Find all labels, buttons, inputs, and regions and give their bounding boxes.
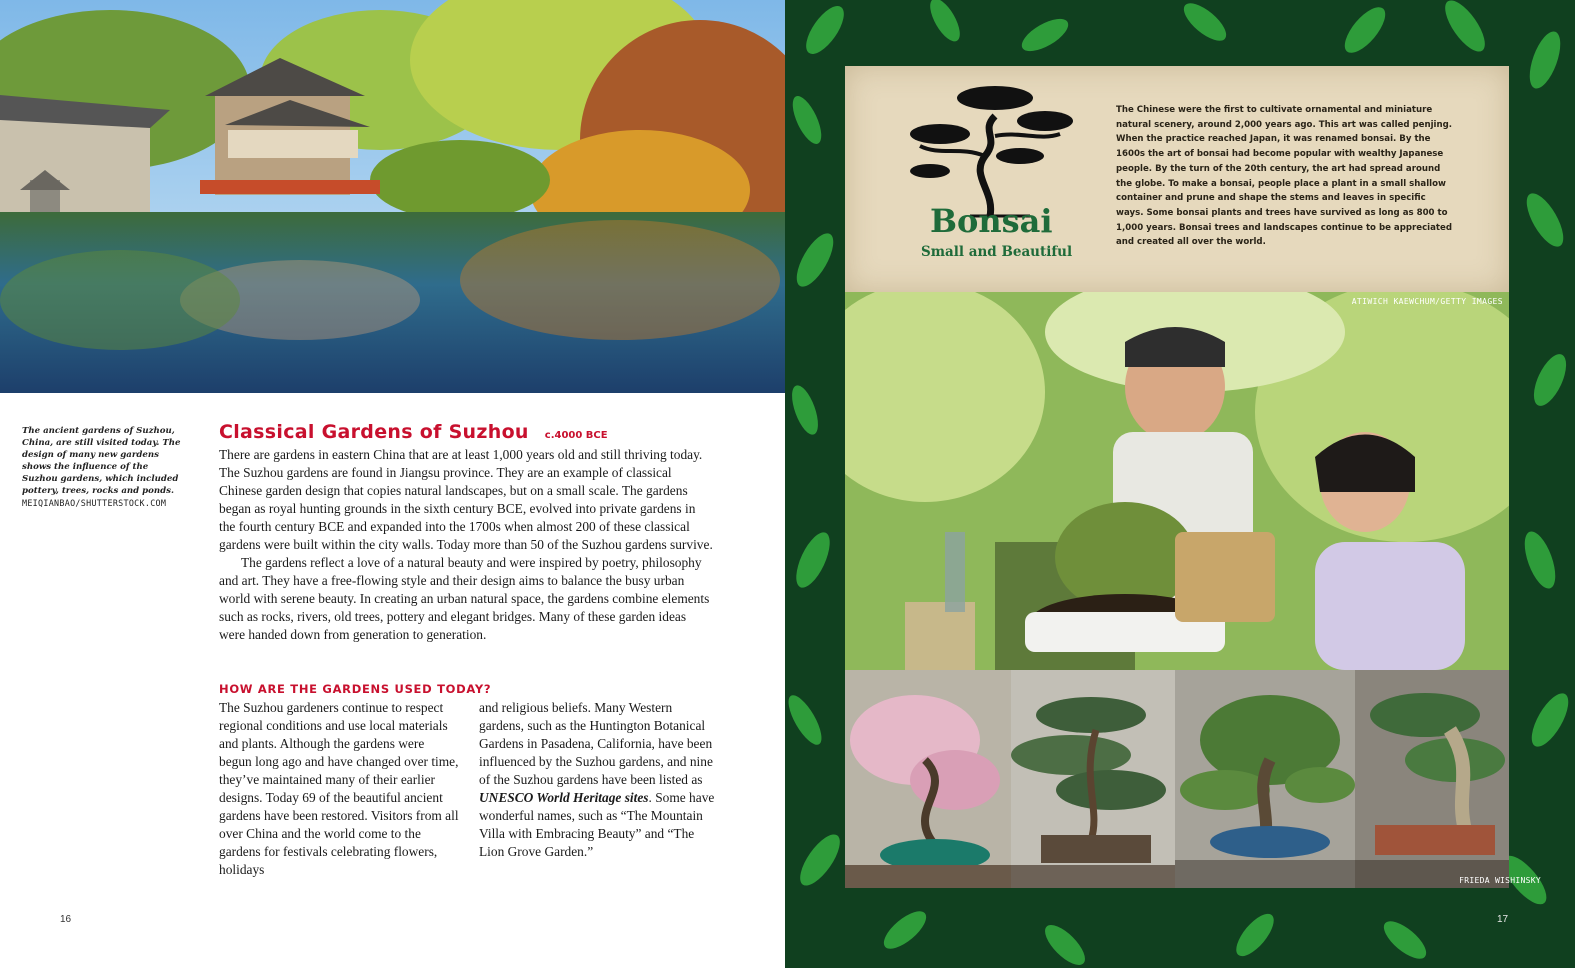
caption-text: The ancient gardens of Suzhou, China, are still visited today. The design of many new gardens shows the influence of the Suzhou gardens, which included pottery, trees, rocks and ponds. (22, 426, 181, 496)
bonsai-photo-juniper (1011, 670, 1175, 888)
column-1-text: The Suzhou gardeners continue to respect regional conditions and use local materials and plants. Although the gardens were begun long ago and have changed over time, they’ve maintained many of their earlier designs. Today 69 of the beautiful ancient gardens have been restored. Visitors from all over China and the world come to the gardens for festivals celebrating flowers, holidays (219, 700, 459, 877)
photo-caption (22, 425, 182, 509)
page-number-right: 17 (1497, 914, 1509, 925)
right-page (785, 0, 1575, 968)
bonsai-family-photo (845, 292, 1509, 670)
bonsai-description: The Chinese were the first to cultivate ornamental and miniature natural scenery, around 2,000 years ago. This art was called penjing. When the practice reached Japan, it was renamed bonsai. By the 1600s the art of bonsai had become popular with wealthy Japanese people. By the turn of the 20th century, the art had spread around the globe. To make a bonsai, people place a plant in a small shallow container and prune and shape the stems and leaves in specific ways. Some bonsai plants and trees have survived as long as 800 to 1,000 years. Bonsai trees and landscapes continue to be appreciated and created all over the world. (1116, 105, 1453, 248)
column-2-text-a: and religious beliefs. Many Western gardens, such as the Huntington Botanical Gardens in Pasadena, California, have been influenced by the Suzhou gardens, and nine of the Suzhou gardens have been listed as (479, 700, 713, 787)
unesco-emphasis: UNESCO World Heritage sites (479, 790, 649, 805)
bonsai-photo-elm (1175, 670, 1355, 888)
article-title: Classical Gardens of Suzhou (219, 421, 529, 443)
left-page (0, 0, 785, 968)
photo-credit: MEIQIANBAO/SHUTTERSTOCK.COM (22, 498, 167, 508)
bonsai-photo-grid (845, 670, 1509, 888)
bonsai-photo-cherry (845, 670, 1011, 888)
section-subhead: HOW ARE THE GARDENS USED TODAY? (219, 682, 492, 696)
bonsai-info-panel (845, 66, 1509, 292)
bonsai-tree-icon (900, 76, 1080, 221)
column-2-text-b: . Some have wonderful names, such as “The Mountain Villa with Embracing Beauty” and “The Lion Grove Garden.” (479, 790, 715, 859)
article-body (219, 446, 715, 644)
bonsai-photo-pine (1355, 670, 1509, 888)
photo-credit-main: ATIWICH KAEWCHUM/GETTY IMAGES (1351, 297, 1503, 306)
bonsai-subtitle: Small and Beautiful (921, 244, 1073, 260)
photo-credit-bottom: FRIEDA WISHINSKY (1459, 876, 1541, 885)
era-label: c.4000 BCE (544, 430, 608, 441)
article-heading (219, 421, 608, 443)
page-number-left: 16 (60, 914, 72, 925)
paragraph-1: There are gardens in eastern China that are at least 1,000 years old and still thriving today. The Suzhou gardens are found in Jiangsu province. They are an example of classical Chinese garden design that copies natural landscapes, but on a small scale. The gardens began as royal hunting grounds in the sixth century BCE, evolved into private gardens in the fourth century BCE and expanded into the 1700s when almost 200 of these classical gardens were built within the city walls. Today more than 50 of the Suzhou gardens survive. (219, 447, 713, 552)
bonsai-title: Bonsai (930, 202, 1053, 240)
suzhou-garden-photo (0, 0, 785, 393)
column-2-text (479, 699, 719, 861)
paragraph-2: The gardens reflect a love of a natural beauty and were inspired by poetry, philosophy and art. They have a free-flowing style and their design aims to balance the busy urban world with serene beauty. In creating an urban natural space, the gardens combine elements such as rocks, rivers, old trees, pottery and elegant bridges. Many of these garden ideas were handed down from generation to generation. (219, 555, 710, 642)
